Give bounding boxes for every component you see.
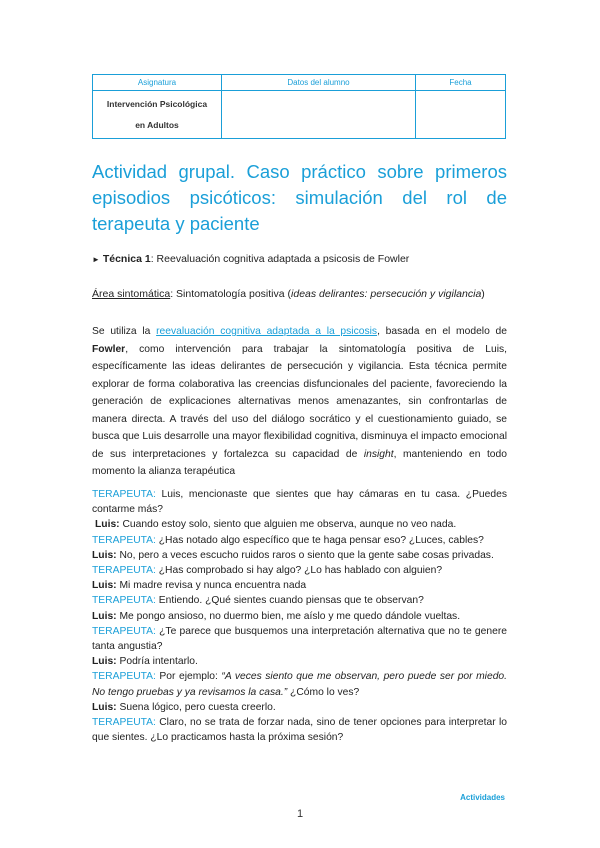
turn-text: ¿Has comprobado si hay algo? ¿Lo has hablado con alguien? xyxy=(155,565,443,577)
dialogue-turn xyxy=(92,669,507,699)
turn-text: Me pongo ansioso, no duermo bien, me aíslo y me quedo dándole vueltas. xyxy=(116,610,461,622)
turn-text: ¿Te parece que busquemos una interpretación alternativa que no te genere tanta angustia? xyxy=(92,625,507,653)
turn-text: Suena lógico, pero cuesta creerlo. xyxy=(116,701,276,713)
turn-text: Mi madre revisa y nunca encuentra nada xyxy=(116,580,307,592)
turn-text: Claro, no se trata de forzar nada, sino de tener opciones para interpretar lo que sientes. ¿Lo practicamos hasta la próxima sesión? xyxy=(92,717,507,744)
area-line xyxy=(92,288,507,300)
page-number: 1 xyxy=(296,808,304,820)
speaker-therapist: TERAPEUTA: xyxy=(92,565,156,577)
dialogue-turn xyxy=(92,715,507,745)
turn-text: Por ejemplo: xyxy=(155,671,222,683)
dialogue-turn xyxy=(92,533,507,548)
speaker-luis: Luis: xyxy=(95,519,120,531)
subject-line-2: en Adultos xyxy=(135,119,179,130)
speaker-therapist: TERAPEUTA: xyxy=(92,534,156,546)
intro-part-2: , basada en el modelo de xyxy=(377,326,507,337)
turn-quote: “A veces siento que me observan, pero puede ser por miedo. No tengo pruebas y ya revisamos la casa.” xyxy=(92,671,508,698)
dialogue xyxy=(92,487,507,745)
subject-line-1: Intervención Psicológica xyxy=(106,98,208,109)
header-table xyxy=(92,74,506,139)
turn-text: ¿Has notado algo específico que te haga pensar eso? ¿Luces, cables? xyxy=(155,534,484,546)
dialogue-turn xyxy=(92,624,507,654)
dialogue-turn xyxy=(92,654,507,669)
dialogue-turn xyxy=(92,563,507,578)
intro-part-4: , manteniendo en todo momento la alianza terapéutica xyxy=(92,448,507,477)
turn-text: Luis, mencionaste que sientes que hay cámaras en tu casa. ¿Puedes contarme más? xyxy=(92,489,507,516)
turn-text: No, pero a veces escucho ruidos raros o siento que la gente sabe cosas privadas. xyxy=(116,549,494,561)
dialogue-turn xyxy=(92,578,507,593)
speaker-therapist: TERAPEUTA: xyxy=(92,595,156,607)
dialogue-turn xyxy=(92,487,507,517)
intro-paragraph xyxy=(92,323,507,481)
area-italic: ideas delirantes: persecución y vigilancia xyxy=(291,288,482,300)
area-close: ) xyxy=(481,288,485,300)
area-label: Área sintomática xyxy=(92,288,171,300)
turn-text: Cuando estoy solo, siento que alguien me observa, aunque no veo nada. xyxy=(119,519,457,531)
col-subject-header: Asignatura xyxy=(93,75,222,91)
data-row xyxy=(93,91,506,139)
speaker-therapist: TERAPEUTA: xyxy=(92,625,156,637)
bullet-icon: ► xyxy=(92,255,100,264)
speaker-therapist: TERAPEUTA: xyxy=(92,489,156,500)
footer-label: Actividades xyxy=(460,793,505,802)
intro-part-1: Se utiliza la xyxy=(92,326,157,337)
area-text: : Sintomatología positiva ( xyxy=(170,288,292,300)
turn-text-after: ¿Cómo lo ves? xyxy=(287,686,360,698)
date-cell xyxy=(416,91,506,139)
intro-part-3: , como intervención para trabajar la sintomatología positiva de Luis, específicamente las ideas delirantes de persecución y vigilancia. Esta técnica permite explorar de forma colaborativa las creencias disfuncionales del paciente, favoreciendo la generación de explicaciones alternativas menos amenazantes, sin confrontarlas de manera directa. A través del uso del diálogo socrático y el cuestionamiento guiado, se busca que Luis desarrolle una mayor flexibilidad cognitiva, disminuya el impacto emocional de sus interpretaciones y fortalezca su capacidad de xyxy=(92,343,507,460)
speaker-luis: Luis: xyxy=(92,580,117,592)
technique-line xyxy=(92,253,507,265)
technique-text: : Reevaluación cognitiva adaptada a psicosis de Fowler xyxy=(150,253,410,265)
col-student-header: Datos del alumno xyxy=(222,75,416,91)
speaker-luis: Luis: xyxy=(92,549,117,561)
speaker-luis: Luis: xyxy=(92,701,117,713)
speaker-therapist: TERAPEUTA: xyxy=(92,717,156,729)
intro-fowler: Fowler xyxy=(92,343,126,355)
col-date-header: Fecha xyxy=(416,75,506,91)
dialogue-turn xyxy=(92,517,507,532)
turn-text: Entiendo. ¿Qué sientes cuando piensas que te observan? xyxy=(155,595,424,607)
turn-text: Podría intentarlo. xyxy=(116,656,198,668)
subject-cell xyxy=(93,91,222,139)
intro-insight: insight xyxy=(363,448,394,460)
technique-label: Técnica 1 xyxy=(102,253,151,265)
speaker-luis: Luis: xyxy=(92,610,117,622)
speaker-therapist: TERAPEUTA: xyxy=(92,671,156,683)
dialogue-turn xyxy=(92,548,507,563)
dialogue-turn xyxy=(92,593,507,608)
dialogue-turn xyxy=(92,700,507,715)
header-row xyxy=(93,75,506,91)
student-cell xyxy=(222,91,416,139)
dialogue-turn xyxy=(92,609,507,624)
page-title: Actividad grupal. Caso práctico sobre primeros episodios psicóticos: simulación del rol de terapeuta y paciente xyxy=(92,161,507,234)
speaker-luis: Luis: xyxy=(92,656,117,668)
intro-link[interactable]: reevaluación cognitiva adaptada a la psicosis xyxy=(156,326,378,337)
